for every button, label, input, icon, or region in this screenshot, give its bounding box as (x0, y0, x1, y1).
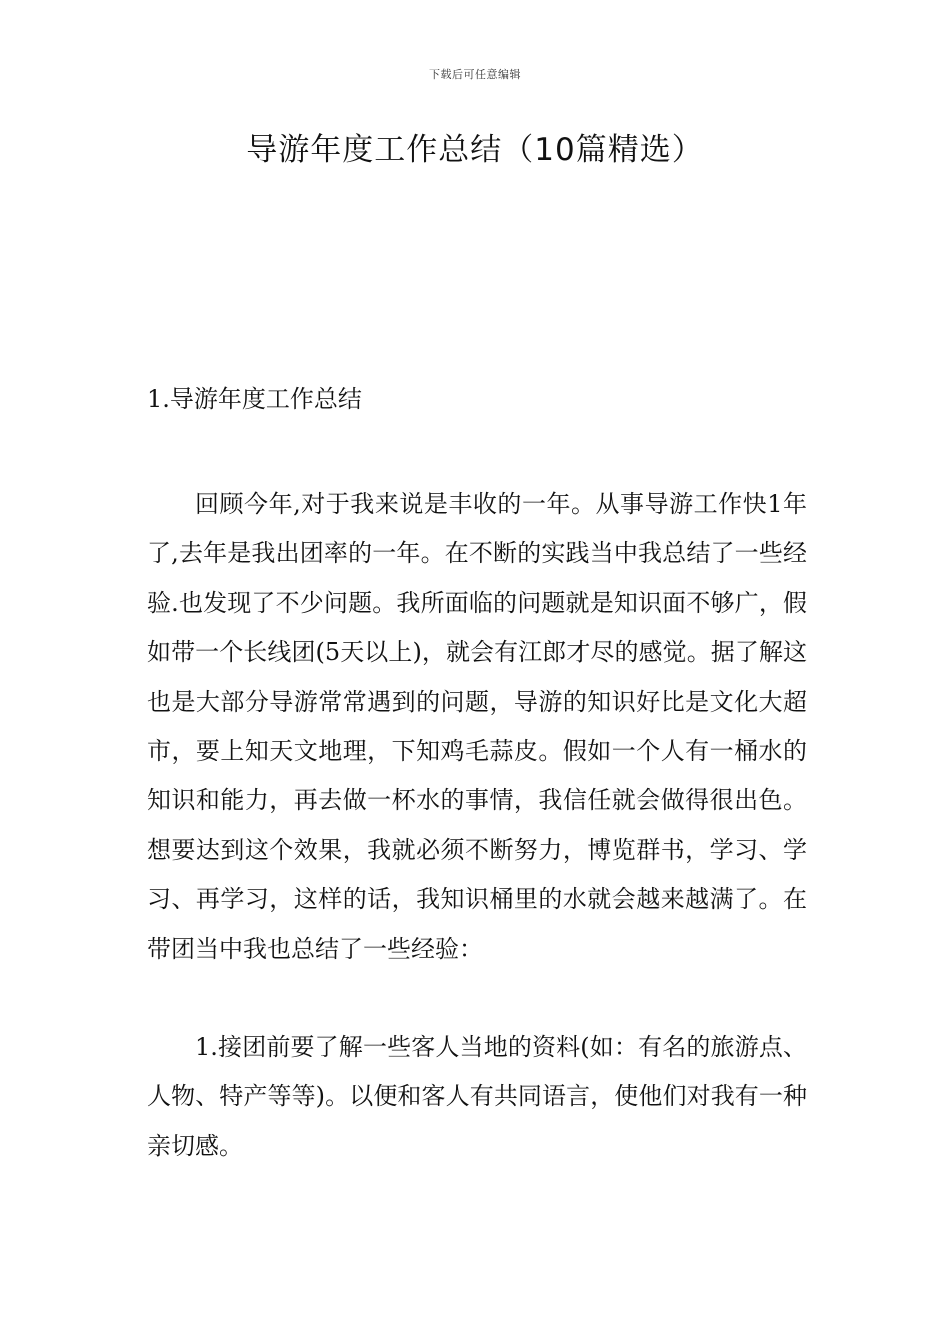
body-text (147, 480, 807, 1171)
paragraph: 回顾今年,对于我来说是丰收的一年。从事导游工作快1年了,去年是我出团率的一年。在不断的实践当中我总结了一些经验.也发现了不少问题。我所面临的问题就是知识面不够广，假如带一个长线团(5天以上)，就会有江郎才尽的感觉。据了解这也是大部分导游常常遇到的问题，导游的知识好比是文化大超市，要上知天文地理，下知鸡毛蒜皮。假如一个人有一桶水的知识和能力，再去做一杯水的事情，我信任就会做得很出色。想要达到这个效果，我就必须不断努力，博览群书，学习、学习、再学习，这样的话，我知识桶里的水就会越来越满了。在带团当中我也总结了一些经验： (147, 490, 807, 963)
header-note: 下载后可任意编辑 (429, 68, 521, 81)
paragraph: 1.接团前要了解一些客人当地的资料(如：有名的旅游点、人物、特产等等)。以便和客人有共同语言，使他们对我有一种亲切感。 (147, 1033, 807, 1160)
document-title: 导游年度工作总结（10篇精选） (246, 132, 704, 168)
section-heading: 1.导游年度工作总结 (147, 385, 362, 413)
